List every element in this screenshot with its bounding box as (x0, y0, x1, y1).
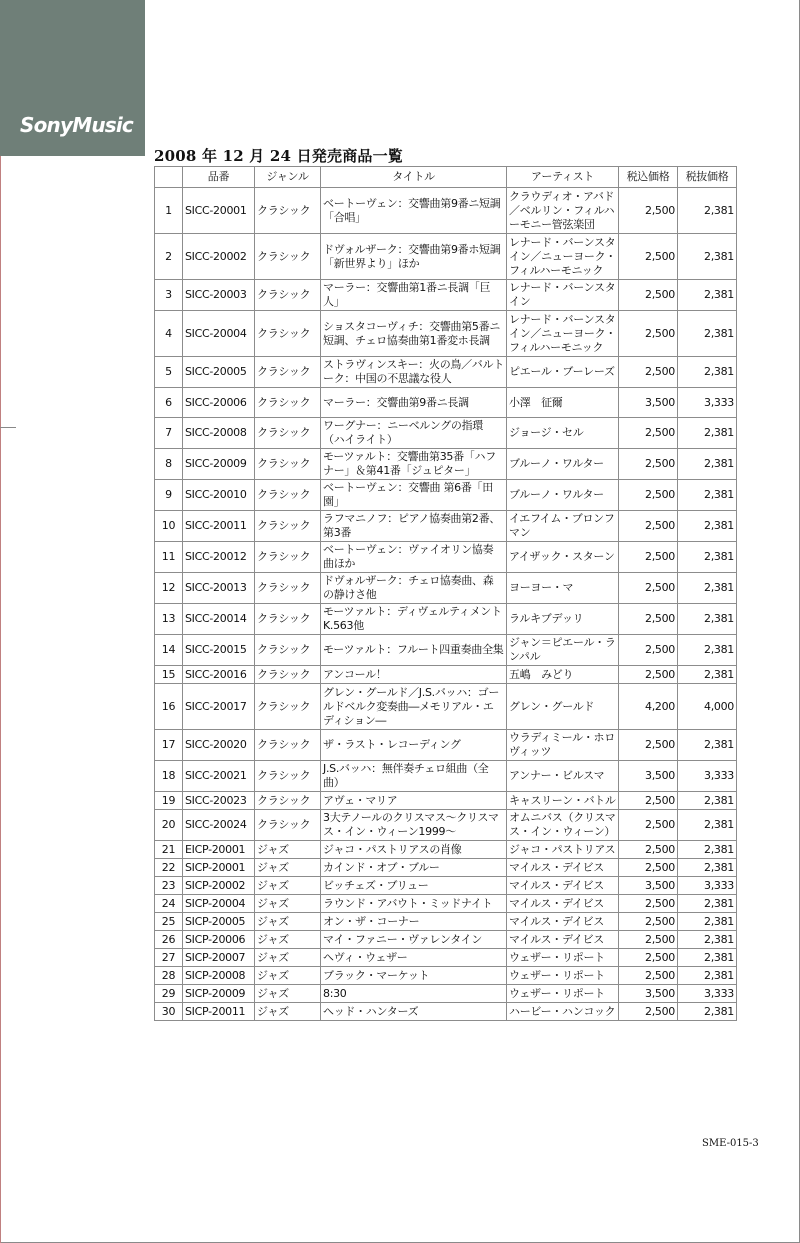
table-row (155, 280, 737, 311)
price-tax-excluded: 2,381 (678, 967, 737, 985)
artist-name: マイルス・デイビス (507, 913, 619, 931)
row-number: 4 (155, 311, 183, 357)
row-number: 1 (155, 188, 183, 234)
genre: クラシック (255, 449, 321, 480)
price-tax-included: 2,500 (619, 234, 678, 280)
price-tax-excluded: 3,333 (678, 388, 737, 418)
table-row (155, 895, 737, 913)
genre: ジャズ (255, 877, 321, 895)
artist-name: レナード・バーンスタイン (507, 280, 619, 311)
genre: クラシック (255, 418, 321, 449)
price-tax-included: 2,500 (619, 967, 678, 985)
price-tax-excluded: 2,381 (678, 859, 737, 877)
album-title: モーツァルト：フルート四重奏曲全集 (321, 635, 507, 666)
artist-name: ジョージ・セル (507, 418, 619, 449)
row-number: 25 (155, 913, 183, 931)
product-code: SICC-20024 (183, 810, 255, 841)
album-title: ワーグナー：ニーベルングの指環（ハイライト） (321, 418, 507, 449)
price-tax-included: 3,500 (619, 761, 678, 792)
row-number: 16 (155, 684, 183, 730)
price-tax-included: 2,500 (619, 357, 678, 388)
table-row (155, 418, 737, 449)
genre: クラシック (255, 604, 321, 635)
price-tax-excluded: 2,381 (678, 542, 737, 573)
artist-name: ウェザー・リポート (507, 985, 619, 1003)
row-number: 5 (155, 357, 183, 388)
row-number: 12 (155, 573, 183, 604)
brand-logo-text: SonyMusic (20, 113, 133, 137)
artist-name: グレン・グールド (507, 684, 619, 730)
header-cell-title: タイトル (321, 167, 507, 188)
table-row (155, 949, 737, 967)
genre: クラシック (255, 810, 321, 841)
price-tax-included: 2,500 (619, 604, 678, 635)
table-row (155, 967, 737, 985)
row-number: 18 (155, 761, 183, 792)
artist-name: キャスリーン・バトル (507, 792, 619, 810)
album-title: アヴェ・マリア (321, 792, 507, 810)
price-tax-excluded: 2,381 (678, 188, 737, 234)
artist-name: ジャコ・パストリアス (507, 841, 619, 859)
album-title: ベートーヴェン：交響曲第9番ニ短調「合唱」 (321, 188, 507, 234)
price-tax-excluded: 2,381 (678, 1003, 737, 1021)
row-number: 30 (155, 1003, 183, 1021)
price-tax-excluded: 2,381 (678, 841, 737, 859)
table-row (155, 730, 737, 761)
price-tax-excluded: 2,381 (678, 449, 737, 480)
genre: クラシック (255, 388, 321, 418)
row-number: 29 (155, 985, 183, 1003)
price-tax-excluded: 2,381 (678, 931, 737, 949)
album-title: グレン・グールド／J.S.バッハ：ゴールドベルク変奏曲―メモリアル・エディション― (321, 684, 507, 730)
album-title: マーラー：交響曲第9番ニ長調 (321, 388, 507, 418)
price-tax-included: 3,500 (619, 388, 678, 418)
artist-name: ウェザー・リポート (507, 949, 619, 967)
table-row (155, 573, 737, 604)
product-code: SICP-20009 (183, 985, 255, 1003)
price-tax-excluded: 2,381 (678, 418, 737, 449)
table-row (155, 542, 737, 573)
page-number: SME-015-3 (702, 1138, 759, 1149)
artist-name: マイルス・デイビス (507, 931, 619, 949)
genre: クラシック (255, 357, 321, 388)
album-title: マーラー：交響曲第1番ニ長調「巨人」 (321, 280, 507, 311)
row-number: 2 (155, 234, 183, 280)
row-number: 17 (155, 730, 183, 761)
row-number: 8 (155, 449, 183, 480)
artist-name: マイルス・デイビス (507, 877, 619, 895)
album-title: ザ・ラスト・レコーディング (321, 730, 507, 761)
product-code: SICC-20015 (183, 635, 255, 666)
album-title: ドヴォルザーク：交響曲第9番ホ短調「新世界より」ほか (321, 234, 507, 280)
price-tax-included: 2,500 (619, 895, 678, 913)
table-row (155, 234, 737, 280)
price-tax-included: 2,500 (619, 792, 678, 810)
album-title: アンコール！ (321, 666, 507, 684)
row-number: 3 (155, 280, 183, 311)
price-tax-excluded: 4,000 (678, 684, 737, 730)
product-code: SICP-20011 (183, 1003, 255, 1021)
table-row (155, 761, 737, 792)
price-tax-included: 2,500 (619, 311, 678, 357)
product-code: SICC-20008 (183, 418, 255, 449)
price-tax-included: 2,500 (619, 480, 678, 511)
album-title: ドヴォルザーク：チェロ協奏曲、森の静けさ他 (321, 573, 507, 604)
header-cell-number (155, 167, 183, 188)
product-code: SICC-20002 (183, 234, 255, 280)
row-number: 26 (155, 931, 183, 949)
album-title: ショスタコーヴィチ：交響曲第5番ニ短調、チェロ協奏曲第1番変ホ長調 (321, 311, 507, 357)
price-tax-excluded: 2,381 (678, 311, 737, 357)
artist-name: イエフイム・ブロンフマン (507, 511, 619, 542)
row-number: 10 (155, 511, 183, 542)
row-number: 14 (155, 635, 183, 666)
price-tax-excluded: 2,381 (678, 480, 737, 511)
artist-name: オムニバス（クリスマス・イン・ウィーン） (507, 810, 619, 841)
genre: ジャズ (255, 859, 321, 877)
album-title: モーツァルト：交響曲第35番「ハフナー」＆第41番「ジュピター」 (321, 449, 507, 480)
price-tax-excluded: 2,381 (678, 913, 737, 931)
page-border-left (0, 156, 1, 1243)
product-code: SICC-20001 (183, 188, 255, 234)
price-tax-excluded: 2,381 (678, 949, 737, 967)
price-tax-excluded: 2,381 (678, 280, 737, 311)
artist-name: レナード・バーンスタイン／ニューヨーク・フィルハーモニック (507, 234, 619, 280)
document-title: 2008 年 12 月 24 日発売商品一覧 (154, 147, 404, 165)
album-title: J.S.バッハ：無伴奏チェロ組曲（全曲） (321, 761, 507, 792)
product-code: SICC-20016 (183, 666, 255, 684)
price-tax-included: 2,500 (619, 666, 678, 684)
product-code: SICC-20004 (183, 311, 255, 357)
genre: クラシック (255, 480, 321, 511)
genre: ジャズ (255, 967, 321, 985)
table-row (155, 684, 737, 730)
album-title: 8:30 (321, 985, 507, 1003)
price-tax-excluded: 2,381 (678, 730, 737, 761)
artist-name: ヨーヨー・マ (507, 573, 619, 604)
product-code: SICC-20013 (183, 573, 255, 604)
price-tax-included: 2,500 (619, 841, 678, 859)
price-tax-included: 3,500 (619, 877, 678, 895)
genre: クラシック (255, 188, 321, 234)
table-row (155, 913, 737, 931)
artist-name: アイザック・スターン (507, 542, 619, 573)
artist-name: 五嶋 みどり (507, 666, 619, 684)
price-tax-included: 2,500 (619, 418, 678, 449)
album-title: オン・ザ・コーナー (321, 913, 507, 931)
table-row (155, 388, 737, 418)
price-tax-excluded: 3,333 (678, 877, 737, 895)
margin-tick-mark (0, 427, 16, 428)
genre: ジャズ (255, 931, 321, 949)
genre: ジャズ (255, 985, 321, 1003)
price-tax-excluded: 2,381 (678, 573, 737, 604)
product-code: SICP-20006 (183, 931, 255, 949)
genre: クラシック (255, 684, 321, 730)
artist-name: ピエール・ブーレーズ (507, 357, 619, 388)
album-title: ヘッド・ハンターズ (321, 1003, 507, 1021)
price-tax-included: 2,500 (619, 931, 678, 949)
table-row (155, 449, 737, 480)
genre: ジャズ (255, 913, 321, 931)
price-tax-included: 2,500 (619, 859, 678, 877)
album-title: ヘヴィ・ウェザー (321, 949, 507, 967)
table-row (155, 188, 737, 234)
price-tax-included: 2,500 (619, 449, 678, 480)
table-row (155, 666, 737, 684)
price-tax-included: 4,200 (619, 684, 678, 730)
album-title: ブラック・マーケット (321, 967, 507, 985)
price-tax-included: 2,500 (619, 573, 678, 604)
price-tax-included: 2,500 (619, 280, 678, 311)
album-title: モーツァルト：ディヴェルティメントK.563他 (321, 604, 507, 635)
product-code: SICC-20017 (183, 684, 255, 730)
product-code: SICC-20005 (183, 357, 255, 388)
table-row (155, 311, 737, 357)
table-row (155, 985, 737, 1003)
genre: クラシック (255, 311, 321, 357)
table-row (155, 480, 737, 511)
header-cell-genre: ジャンル (255, 167, 321, 188)
product-code: SICP-20001 (183, 859, 255, 877)
artist-name: 小澤 征爾 (507, 388, 619, 418)
table-row (155, 877, 737, 895)
row-number: 9 (155, 480, 183, 511)
row-number: 23 (155, 877, 183, 895)
artist-name: ウラディミール・ホロヴィッツ (507, 730, 619, 761)
price-tax-included: 2,500 (619, 913, 678, 931)
genre: クラシック (255, 761, 321, 792)
album-title: 3大テノールのクリスマス～クリスマス・イン・ウィーン1999～ (321, 810, 507, 841)
genre: クラシック (255, 542, 321, 573)
price-tax-included: 3,500 (619, 985, 678, 1003)
genre: クラシック (255, 635, 321, 666)
product-code: SICP-20004 (183, 895, 255, 913)
product-code: SICC-20012 (183, 542, 255, 573)
price-tax-included: 2,500 (619, 511, 678, 542)
album-title: ベートーヴェン：ヴァイオリン協奏曲ほか (321, 542, 507, 573)
product-code: SICC-20021 (183, 761, 255, 792)
table-row (155, 841, 737, 859)
row-number: 6 (155, 388, 183, 418)
product-code: SICP-20008 (183, 967, 255, 985)
genre: ジャズ (255, 1003, 321, 1021)
price-tax-excluded: 2,381 (678, 810, 737, 841)
product-code: EICP-20001 (183, 841, 255, 859)
header-cell-price-tax-incl: 税込価格 (619, 167, 678, 188)
product-code: SICC-20006 (183, 388, 255, 418)
price-tax-excluded: 2,381 (678, 635, 737, 666)
price-tax-included: 2,500 (619, 949, 678, 967)
row-number: 21 (155, 841, 183, 859)
row-number: 11 (155, 542, 183, 573)
product-code: SICP-20005 (183, 913, 255, 931)
row-number: 28 (155, 967, 183, 985)
table-row (155, 604, 737, 635)
artist-name: ウェザー・リポート (507, 967, 619, 985)
album-title: ジャコ・パストリアスの肖像 (321, 841, 507, 859)
album-title: ストラヴィンスキー：火の鳥／バルトーク：中国の不思議な役人 (321, 357, 507, 388)
genre: ジャズ (255, 949, 321, 967)
genre: ジャズ (255, 895, 321, 913)
table-row (155, 635, 737, 666)
genre: ジャズ (255, 841, 321, 859)
artist-name: ラルキブデッリ (507, 604, 619, 635)
price-tax-included: 2,500 (619, 542, 678, 573)
price-tax-excluded: 2,381 (678, 792, 737, 810)
product-code: SICC-20014 (183, 604, 255, 635)
price-tax-excluded: 2,381 (678, 895, 737, 913)
product-code: SICP-20002 (183, 877, 255, 895)
artist-name: ハービー・ハンコック (507, 1003, 619, 1021)
row-number: 7 (155, 418, 183, 449)
table-row (155, 810, 737, 841)
table-row (155, 1003, 737, 1021)
product-code: SICC-20023 (183, 792, 255, 810)
row-number: 27 (155, 949, 183, 967)
price-tax-included: 2,500 (619, 1003, 678, 1021)
table-header-row (155, 167, 737, 188)
product-code: SICC-20009 (183, 449, 255, 480)
album-title: カインド・オブ・ブルー (321, 859, 507, 877)
row-number: 15 (155, 666, 183, 684)
header-cell-artist: アーティスト (507, 167, 619, 188)
price-tax-included: 2,500 (619, 730, 678, 761)
product-code: SICP-20007 (183, 949, 255, 967)
genre: クラシック (255, 573, 321, 604)
genre: クラシック (255, 234, 321, 280)
release-list-table (154, 166, 737, 1021)
brand-logo-block (0, 0, 145, 156)
artist-name: マイルス・デイビス (507, 895, 619, 913)
header-cell-code: 品番 (183, 167, 255, 188)
price-tax-excluded: 2,381 (678, 511, 737, 542)
price-tax-excluded: 2,381 (678, 357, 737, 388)
row-number: 13 (155, 604, 183, 635)
album-title: ラウンド・アバウト・ミッドナイト (321, 895, 507, 913)
header-cell-price-tax-excl: 税抜価格 (678, 167, 737, 188)
product-code: SICC-20003 (183, 280, 255, 311)
table-row (155, 792, 737, 810)
genre: クラシック (255, 730, 321, 761)
genre: クラシック (255, 511, 321, 542)
table-row (155, 357, 737, 388)
table-row (155, 859, 737, 877)
genre: クラシック (255, 666, 321, 684)
artist-name: ブルーノ・ワルター (507, 449, 619, 480)
artist-name: アンナー・ビルスマ (507, 761, 619, 792)
price-tax-included: 2,500 (619, 635, 678, 666)
row-number: 20 (155, 810, 183, 841)
product-code: SICC-20011 (183, 511, 255, 542)
row-number: 19 (155, 792, 183, 810)
artist-name: マイルス・デイビス (507, 859, 619, 877)
row-number: 22 (155, 859, 183, 877)
album-title: マイ・ファニー・ヴァレンタイン (321, 931, 507, 949)
artist-name: クラウディオ・アバド／ベルリン・フィルハーモニー管弦楽団 (507, 188, 619, 234)
artist-name: ジャン＝ピエール・ランパル (507, 635, 619, 666)
table-row (155, 511, 737, 542)
genre: クラシック (255, 792, 321, 810)
table-row (155, 931, 737, 949)
price-tax-excluded: 2,381 (678, 604, 737, 635)
price-tax-included: 2,500 (619, 810, 678, 841)
album-title: ベートーヴェン：交響曲 第6番「田園」 (321, 480, 507, 511)
genre: クラシック (255, 280, 321, 311)
artist-name: ブルーノ・ワルター (507, 480, 619, 511)
price-tax-excluded: 2,381 (678, 666, 737, 684)
row-number: 24 (155, 895, 183, 913)
price-tax-excluded: 3,333 (678, 761, 737, 792)
album-title: ビッチェズ・ブリュー (321, 877, 507, 895)
album-title: ラフマニノフ：ピアノ協奏曲第2番、第3番 (321, 511, 507, 542)
price-tax-excluded: 2,381 (678, 234, 737, 280)
product-code: SICC-20010 (183, 480, 255, 511)
product-code: SICC-20020 (183, 730, 255, 761)
price-tax-excluded: 3,333 (678, 985, 737, 1003)
artist-name: レナード・バーンスタイン／ニューヨーク・フィルハーモニック (507, 311, 619, 357)
price-tax-included: 2,500 (619, 188, 678, 234)
